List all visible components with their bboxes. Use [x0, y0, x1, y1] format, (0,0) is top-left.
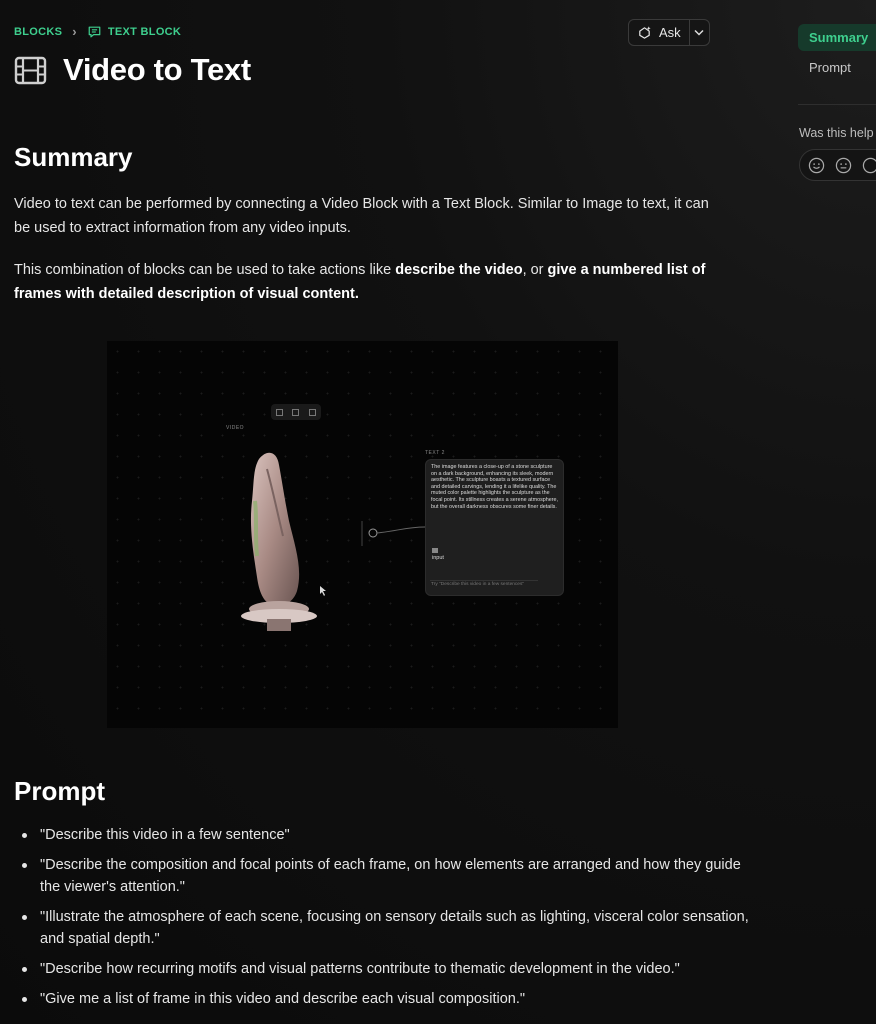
- text-block-input-label: input: [432, 555, 444, 561]
- list-item: "Describe the composition and focal points of each frame, on how elements are arranged and how they guide the viewer's attention.": [40, 854, 750, 898]
- ask-dropdown-toggle[interactable]: [690, 20, 709, 45]
- divider: [430, 580, 538, 581]
- video-block-label: VIDEO: [226, 425, 245, 431]
- list-item: "Give me a list of frame in this video and describe each visual composition.": [40, 988, 750, 1010]
- chevron-down-icon: [694, 29, 704, 36]
- text-block-output: The image features a close-up of a stone sculpture on a dark background, enhancing its sleek, modern aesthetic. The sculpture boasts a textured surface and detailed carvings, lending it a lifelike quality. The muted color palette highlights the sculpture as the focal point. Its stillness creates a serene atmosphere, but the overall darkness obscures some finer details.: [431, 464, 559, 510]
- prompt-heading: Prompt: [14, 776, 105, 806]
- image-placeholder-icon: [432, 548, 438, 553]
- ask-label: Ask: [659, 25, 681, 40]
- list-item: "Describe this video in a few sentence": [40, 824, 750, 846]
- happy-face-icon[interactable]: [808, 157, 825, 174]
- ask-button[interactable]: [629, 20, 690, 45]
- film-icon: [14, 54, 47, 87]
- text-block-card[interactable]: [425, 459, 564, 596]
- breadcrumb: [14, 24, 181, 39]
- feedback-reactions: [799, 149, 876, 181]
- demo-video[interactable]: [107, 341, 618, 728]
- list-item: "Illustrate the atmosphere of each scene, focusing on sensory details such as lighting, visceral color sensation, and spatial depth.": [40, 906, 750, 950]
- neutral-face-icon[interactable]: [835, 157, 852, 174]
- summary-text: , or: [522, 262, 548, 278]
- summary-emphasis: describe the video: [395, 262, 523, 278]
- ask-button-group: [628, 19, 710, 46]
- ai-sparkle-icon: [637, 25, 652, 40]
- toc-item-prompt[interactable]: Prompt: [809, 60, 851, 75]
- toc-item-summary[interactable]: Summary: [798, 24, 876, 51]
- text-block-prompt-input[interactable]: Try "Describe this video in a few sentences": [431, 582, 525, 587]
- video-block-toolbar[interactable]: [271, 404, 321, 420]
- page-header: [14, 52, 251, 88]
- summary-heading: Summary: [14, 142, 133, 172]
- list-item: "Describe how recurring motifs and visual patterns contribute to thematic development in the video.": [40, 958, 750, 980]
- summary-paragraph-1: Video to text can be performed by connecting a Video Block with a Text Block. Similar to Image to text, it can be used to extract information from any video inputs.: [14, 196, 709, 236]
- table-of-contents: [798, 24, 876, 81]
- prompt-list: [14, 824, 750, 1018]
- feedback-question: Was this help: [799, 126, 874, 140]
- page-title: Video to Text: [63, 52, 251, 87]
- chevron-right-icon: ›: [72, 24, 77, 39]
- breadcrumb-blocks-link[interactable]: BLOCKS: [14, 25, 63, 38]
- summary-paragraph-2: [14, 258, 714, 306]
- breadcrumb-current[interactable]: TEXT BLOCK: [107, 25, 182, 38]
- text-block-label: TEXT 2: [425, 450, 445, 456]
- summary-text: This combination of blocks can be used to take actions like: [14, 262, 396, 278]
- toc-divider: [798, 104, 876, 105]
- text-block-icon: [87, 25, 102, 39]
- sad-face-icon[interactable]: [862, 157, 876, 174]
- summary-emphasis: give a numbered list of frames with detailed description of visual content.: [14, 262, 706, 302]
